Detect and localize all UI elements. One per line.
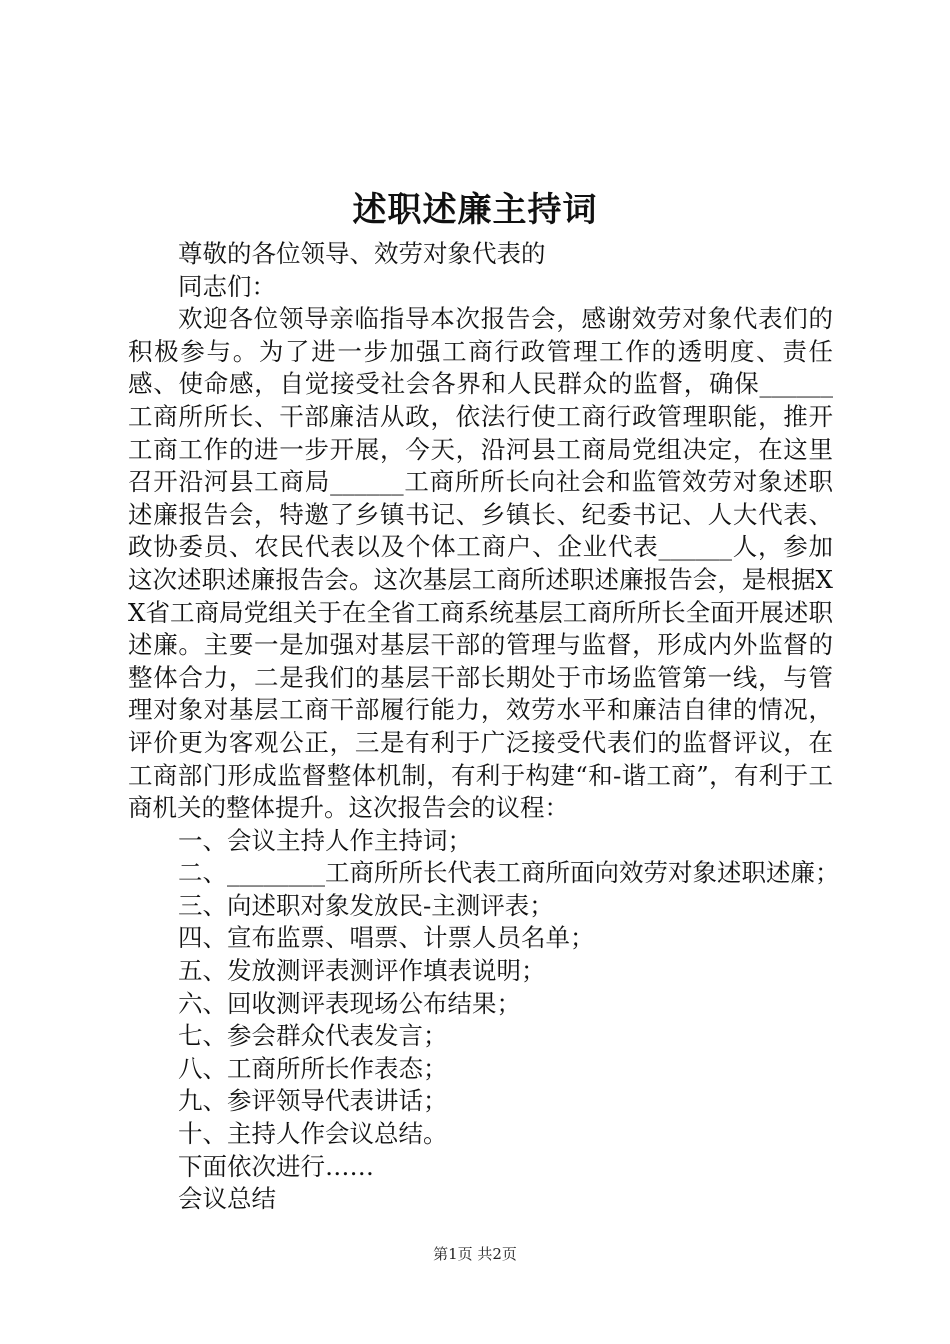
agenda-item-6: 六、回收测评表现场公布结果； [178,988,521,1018]
agenda-item-3: 三、向述职对象发放民-主测评表； [178,890,554,920]
agenda-item-10: 十、主持人作会议总结。 [178,1119,448,1149]
document-title: 述职述廉主持词 [352,190,598,230]
agenda-item-8: 八、工商所所长作表态； [178,1053,448,1083]
salutation-line-1: 尊敬的各位领导、效劳对象代表的 [178,239,546,268]
agenda-item-5: 五、发放测评表测评作填表说明； [178,956,546,986]
closing-heading: 会议总结 [178,1184,276,1214]
salutation-line-2: 同志们： [178,271,276,301]
document-body [128,238,840,1216]
agenda-item-2: 二、________工商所所长代表工商所面向效劳对象述职述廉； [178,858,840,888]
agenda-list [128,825,840,1151]
page-number-footer: 第1页 共2页 [433,1245,517,1263]
closing-line: 下面依次进行…… [178,1151,374,1181]
main-paragraph: 欢迎各位领导亲临指导本次报告会，感谢效劳对象代表们的积极参与。为了进一步加强工商行政管理工作的透明度、责任感、使命感，自觉接受社会各界和人民群众的监督，确保______工商所所长、干部廉洁从政，依法行使工商行政管理职能，推开工商工作的进一步开展，今天，沿河县工商局党组决定，在这里召开沿河县工商局______工商所所长向社会和监管效劳对象述职述廉报告会，特邀了乡镇书记、乡镇长、纪委书记、人大代表、政协委员、农民代表以及个体工商户、企业代表______人，参加这次述职述廉报告会。这次基层工商所述职述廉报告会，是根据XX省工商局党组关于在全省工商系统基层工商所所长全面开展述职述廉。主要一是加强对基层干部的管理与监督，形成内外监督的整体合力，二是我们的基层干部长期处于市场监管第一线，与管理对象对基层工商干部履行能力，效劳水平和廉洁自律的情况，评价更为客观公正，三是有利于广泛接受代表们的监督评议，在工商部门形成监督整体机制，有利于构建“和-谐工商”，有利于工商机关的整体提升。这次报告会的议程： [128,304,833,823]
agenda-item-7: 七、参会群众代表发言； [178,1021,448,1051]
agenda-item-1: 一、会议主持人作主持词； [178,825,472,855]
agenda-item-4: 四、宣布监票、唱票、计票人员名单； [178,923,595,953]
agenda-item-9: 九、参评领导代表讲话； [178,1086,448,1116]
